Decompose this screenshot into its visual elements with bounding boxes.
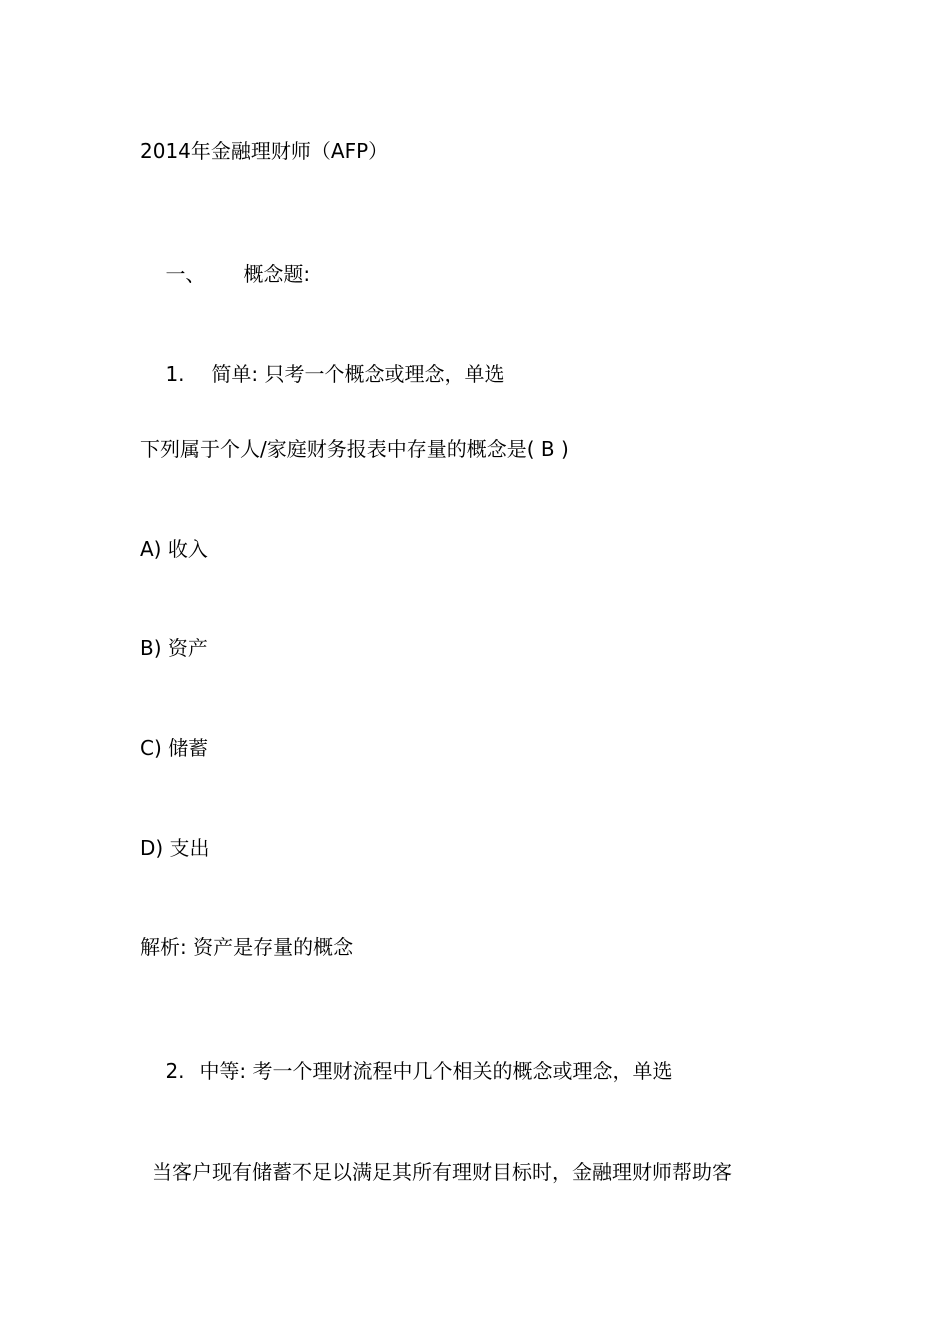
question-1-option-b: B) 资产 (140, 636, 208, 660)
question-1-option-c: C) 储蓄 (140, 736, 209, 760)
section-heading (140, 238, 310, 310)
question-2-text: 当客户现有储蓄不足以满足其所有理财目标时，金融理财师帮助客 (152, 1160, 732, 1184)
question-1-text: 下列属于个人/家庭财务报表中存量的概念是( B ) (140, 437, 569, 461)
question-1-option-a: A) 收入 (140, 537, 208, 561)
section-number: 一、 (165, 262, 206, 286)
question-1-heading-text: 简单: 只考一个概念或理念，单选 (211, 362, 505, 386)
document-title: 2014年金融理财师（AFP） (140, 139, 389, 163)
question-1-option-d: D) 支出 (140, 836, 210, 860)
question-1-analysis: 解析: 资产是存量的概念 (140, 935, 354, 959)
question-1-heading (140, 338, 505, 410)
question-2-number: 2. (165, 1059, 185, 1083)
section-title: 概念题: (243, 262, 311, 286)
question-2-heading-text: 中等: 考一个理财流程中几个相关的概念或理念，单选 (199, 1059, 673, 1083)
question-1-number: 1. (165, 362, 185, 386)
question-2-heading (140, 1035, 673, 1107)
